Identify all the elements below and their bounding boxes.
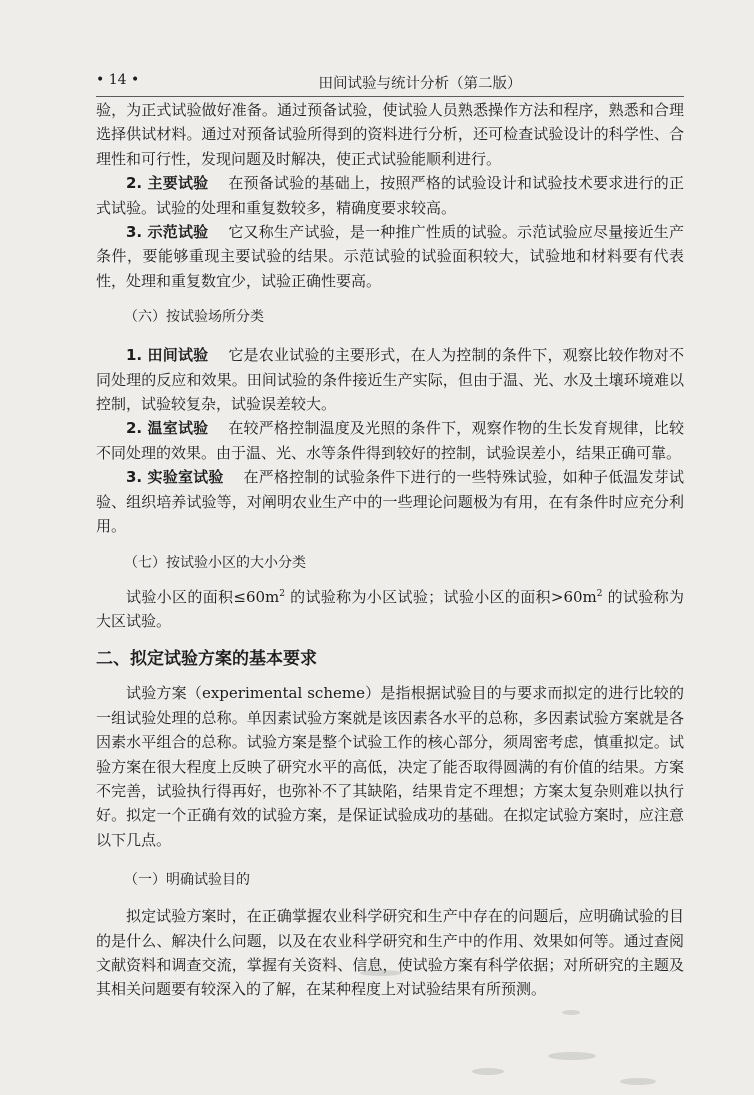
running-title: 田间试验与统计分析（第二版） bbox=[318, 76, 522, 92]
scan-speck bbox=[548, 1052, 596, 1060]
text-plot-size-b: 的试验称为小区试验；试验小区的面积>60m bbox=[285, 587, 597, 606]
heading-test-purpose: （一）明确试验目的 bbox=[124, 872, 250, 889]
scan-speck bbox=[360, 970, 402, 976]
text-plot-size-a: 试验小区的面积≤60m bbox=[126, 587, 280, 606]
text-demo-test: 它又称生产试验，是一种推广性质的试验。示范试验应尽量接近生产条件，要能够重现主要试验的结果。示范试验的试验面积较大，试验地和材料要有代表性，处理和重复数宜少，试验正确性要高。 bbox=[96, 223, 684, 290]
page-header bbox=[96, 68, 684, 97]
paragraph-continuation: 验，为正式试验做好准备。通过预备试验，使试验人员熟悉操作方法和程序，熟悉和合理选择供试材料。通过对预备试验所得到的资料进行分析，还可检查试验设计的科学性、合理性和可行性，发现问题及时解决，使正式试验能顺利进行。 bbox=[96, 101, 684, 168]
scan-speck bbox=[472, 1068, 504, 1075]
superscript-2-first: 2 bbox=[279, 588, 285, 599]
term-main-test: 2. 主要试验 bbox=[126, 174, 209, 193]
scan-speck bbox=[562, 1010, 580, 1015]
paragraph-greenhouse-test bbox=[96, 416, 684, 465]
term-field-test: 1. 田间试验 bbox=[126, 346, 209, 365]
paragraph-plot-size bbox=[96, 585, 684, 634]
section-title: 二、拟定试验方案的基本要求 bbox=[96, 649, 317, 670]
text-greenhouse-test: 在较严格控制温度及光照的条件下，观察作物的生长发育规律，比较不同处理的效果。由于温、光、水等条件得到较好的控制，试验误差小，结果正确可靠。 bbox=[96, 419, 684, 462]
paragraph-main-test bbox=[96, 171, 684, 220]
term-lab-test: 3. 实验室试验 bbox=[126, 468, 224, 487]
heading-by-plot-size: （七）按试验小区的大小分类 bbox=[124, 554, 306, 571]
paragraph-field-test bbox=[96, 343, 684, 416]
page-number: • 14 • bbox=[96, 72, 140, 88]
term-demo-test: 3. 示范试验 bbox=[126, 223, 209, 242]
paragraph-demo-test bbox=[96, 220, 684, 293]
paragraph-test-purpose: 拟定试验方案时，在正确掌握农业科学研究和生产中存在的问题后，应明确试验的目的是什么、解决什么问题，以及在农业科学研究和生产中的作用、效果如何等。通过查阅文献资料和调查交流，掌握有关资料、信息，使试验方案有科学依据；对所研究的主题及其相关问题要有较深入的了解，在某种程度上对试验结果有所预测。 bbox=[96, 907, 684, 999]
text-lab-test: 在严格控制的试验条件下进行的一些特殊试验，如种子低温发芽试验、组织培养试验等，对阐明农业生产中的一些理论问题极为有用，在有条件时应充分利用。 bbox=[96, 468, 684, 536]
text-plot-size-c: 的试验称为大区试验。 bbox=[96, 587, 684, 630]
term-greenhouse-test: 2. 温室试验 bbox=[126, 419, 209, 438]
superscript-2-second: 2 bbox=[596, 588, 603, 599]
paragraph-lab-test bbox=[96, 465, 684, 538]
scan-speck bbox=[620, 1078, 656, 1085]
page-body bbox=[96, 98, 684, 1002]
paragraph-scheme: 试验方案（experimental scheme）是指根据试验目的与要求而拟定的进行比较的一组试验处理的总称。单因素试验方案就是该因素各水平的总称，多因素试验方案就是各因素水平组合的总称。试验方案是整个试验工作的核心部分，须周密考虑，慎重拟定。试验方案在很大程度上反映了研究水平的高低，决定了能否取得圆满的有价值的结果。方案不完善，试验执行得再好，也弥补不了其缺陷，结果肯定不理想；方案太复杂则难以执行好。拟定一个正确有效的试验方案，是保证试验成功的基础。在拟定试验方案时，应注意以下几点。 bbox=[96, 684, 684, 849]
heading-by-site: （六）按试验场所分类 bbox=[124, 309, 264, 326]
text-field-test: 它是农业试验的主要形式，在人为控制的条件下，观察比较作物对不同处理的反应和效果。田间试验的条件接近生产实际，但由于温、光、水及土壤环境难以控制，试验较复杂，试验误差较大。 bbox=[96, 346, 684, 414]
text-main-test: 在预备试验的基础上，按照严格的试验设计和试验技术要求进行的正式试验。试验的处理和重复数较多，精确度要求较高。 bbox=[96, 174, 684, 217]
